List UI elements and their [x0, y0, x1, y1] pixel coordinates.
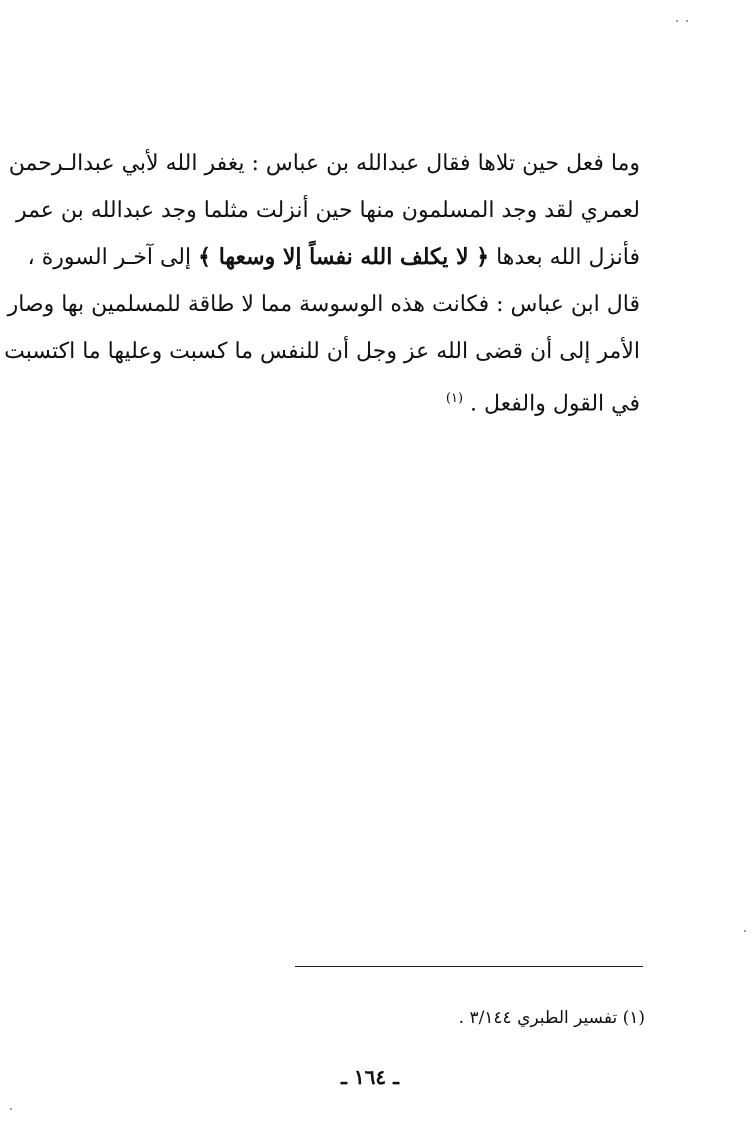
scan-speck — [744, 930, 746, 932]
text-line-4: قال ابن عباس : فكانت هذه الوسوسة مما لا طاقة للمسلمين بها وصار — [7, 292, 640, 317]
footnote: (١) تفسير الطبري ٣/١٤٤ . — [458, 1008, 645, 1028]
text-line-5: الأمر إلى أن قضى الله عز وجل أن للنفس ما كسبت وعليها ما اكتسبت — [4, 339, 640, 364]
footnote-divider — [295, 966, 643, 967]
text-line-1: وما فعل حين تلاها فقال عبدالله بن عباس : يغفر الله لأبي عبدالـرحمن — [8, 151, 640, 176]
body-text — [4, 140, 640, 422]
text-line-6 — [92, 375, 640, 422]
page-number: ـ ١٦٤ ـ — [341, 1065, 399, 1089]
scan-speck — [686, 20, 688, 22]
text-line-3-end: إلى آخـر السورة ، — [27, 245, 192, 270]
scan-speck — [676, 20, 678, 22]
text-line-2: لعمري لقد وجد المسلمون منها حين أنزلت مثلما وجد عبدالله بن عمر — [15, 198, 640, 223]
text-line-3-start: فأنزل الله بعدها — [496, 245, 640, 270]
quran-quote: ﴿ لا يكلف الله نفساً إلا وسعها ﴾ — [198, 244, 490, 270]
scan-speck — [10, 1108, 12, 1110]
text-line-3 — [27, 234, 640, 281]
text-line-6-text: في القول والفعل . — [470, 391, 640, 417]
footnote-reference: (١) — [445, 391, 464, 406]
